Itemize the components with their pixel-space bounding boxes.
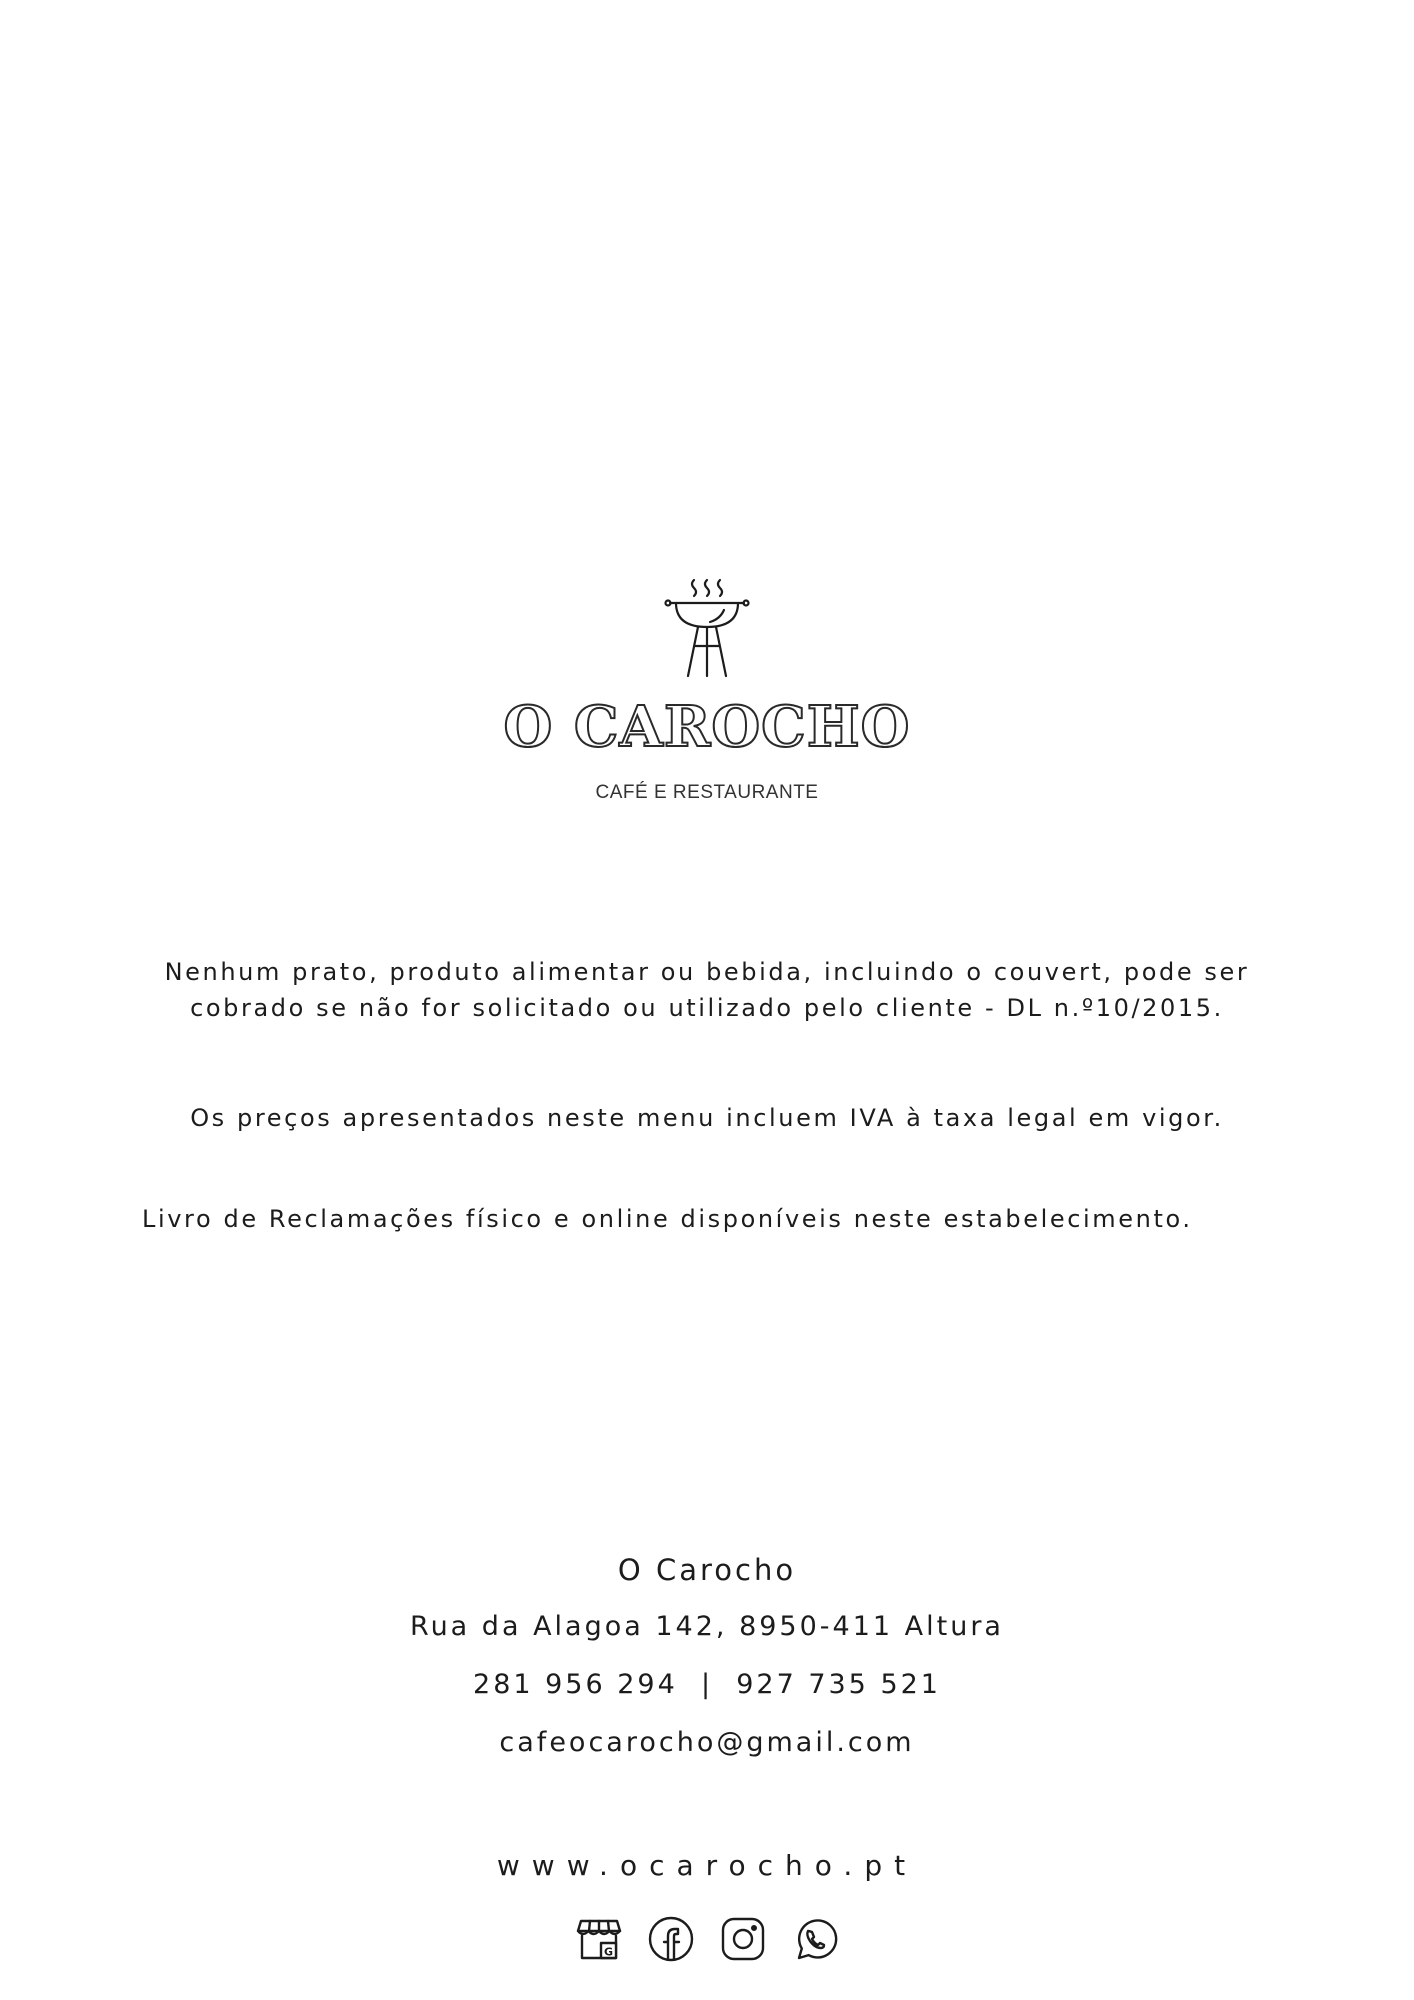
couvert-notice-line-1: Nenhum prato, produto alimentar ou bebida, incluindo o couvert, pode ser — [164, 958, 1250, 986]
contact-address: Rua da Alagoa 142, 8950-411 Altura — [410, 1611, 1004, 1642]
contact-email: cafeocarocho@gmail.com — [499, 1727, 915, 1758]
website-link[interactable]: www.ocarocho.pt — [496, 1849, 918, 1882]
contact-phones: 281 956 294 | 927 735 521 — [473, 1669, 941, 1700]
grill-icon — [662, 578, 752, 684]
complaints-book-notice: Livro de Reclamações físico e online disponíveis neste estabelecimento. — [142, 1205, 1193, 1233]
facebook-icon[interactable] — [647, 1915, 695, 1963]
social-links — [0, 1915, 1414, 1963]
brand-tagline: CAFÉ E RESTAURANTE — [595, 782, 819, 803]
contact-name: O Carocho — [617, 1553, 797, 1587]
google-business-icon[interactable] — [575, 1915, 623, 1963]
instagram-icon[interactable] — [719, 1915, 767, 1963]
couvert-notice-line-2: cobrado se não for solicitado ou utilizado pelo cliente - DL n.º10/2015. — [190, 994, 1224, 1022]
couvert-notice — [140, 954, 1274, 1026]
vat-notice: Os preços apresentados neste menu incluem IVA à taxa legal em vigor. — [190, 1104, 1224, 1132]
restaurant-logo — [0, 578, 1414, 804]
brand-name: O CAROCHO — [503, 694, 911, 760]
whatsapp-icon[interactable] — [791, 1915, 839, 1963]
svg-text:G: G — [603, 1945, 614, 1959]
